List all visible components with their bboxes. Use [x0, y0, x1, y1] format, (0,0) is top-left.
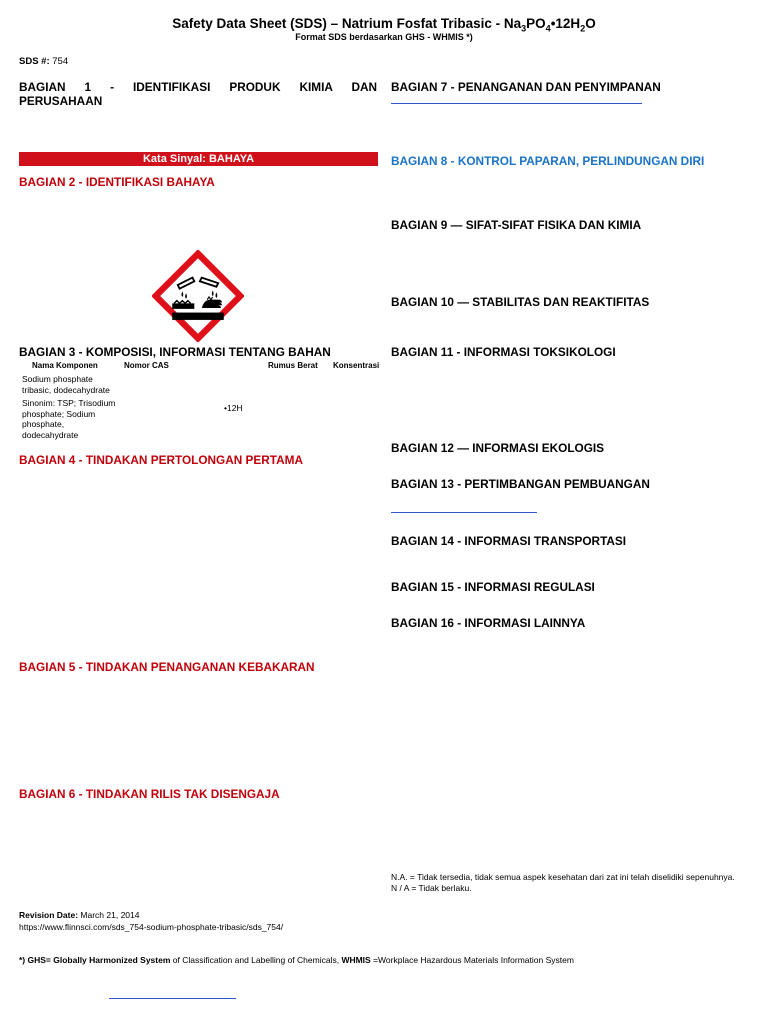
ghs05-corrosion-icon — [152, 250, 244, 342]
section-1-heading: BAGIAN 1 - IDENTIFIKASI PRODUK KIMIA DAN — [19, 80, 377, 94]
signal-word-banner: Kata Sinyal: BAHAYA — [19, 152, 378, 166]
section-1-heading-cont: PERUSAHAAN — [19, 94, 103, 108]
section-7-heading: BAGIAN 7 - PENANGANAN DAN PENYIMPANAN — [391, 80, 661, 94]
ghs-footnote: *) GHS= Globally Harmonized System of Classification and Labelling of Chemicals, WHMIS =Workplace Hazardous Materials Information System — [19, 955, 574, 965]
section-12-heading: BAGIAN 12 — INFORMASI EKOLOGIS — [391, 441, 605, 455]
source-url[interactable]: https://www.flinnsci.com/sds_754-sodium-phosphate-tribasic/sds_754/ — [19, 922, 284, 932]
link-underline[interactable] — [391, 103, 642, 104]
col-header-formula: Rumus Berat — [268, 361, 318, 370]
section-2-heading: BAGIAN 2 - IDENTIFIKASI BAHAYA — [19, 175, 215, 189]
link-underline[interactable] — [391, 512, 537, 513]
col-header-name: Nama Komponen — [32, 361, 98, 370]
section-3-heading: BAGIAN 3 - KOMPOSISI, INFORMASI TENTANG BAHAN — [19, 345, 331, 359]
revision-date: Revision Date: March 21, 2014 — [19, 910, 140, 920]
section-13-heading: BAGIAN 13 - PERTIMBANGAN PEMBUANGAN — [391, 477, 650, 491]
link-underline[interactable] — [109, 998, 236, 999]
component-name: Sodium phosphate tribasic, dodecahydrate — [22, 374, 110, 395]
document-subtitle: Format SDS berdasarkan GHS - WHMIS *) — [295, 32, 473, 42]
formula-fragment: •12H — [224, 403, 243, 413]
section-4-heading: BAGIAN 4 - TINDAKAN PERTOLONGAN PERTAMA — [19, 453, 304, 467]
component-synonyms: Sinonim: TSP; Trisodium phosphate; Sodium phosphate, dodecahydrate — [22, 398, 116, 440]
sds-number: SDS #: 754 — [19, 56, 69, 67]
na-note: N.A. = Tidak tersedia, tidak semua aspek kesehatan dari zat ini telah diselidiki sepenuhnya. N / A = Tidak berlaku. — [391, 872, 735, 893]
section-9-heading: BAGIAN 9 — SIFAT-SIFAT FISIKA DAN KIMIA — [391, 218, 642, 232]
document-title: Safety Data Sheet (SDS) – Natrium Fosfat Tribasic - $Na_3PO_4•12H_2O$ — [172, 16, 596, 34]
section-10-heading: BAGIAN 10 — STABILITAS DAN REAKTIFITAS — [391, 295, 650, 309]
col-header-concentration: Konsentrasi — [333, 361, 380, 370]
col-header-cas: Nomor CAS — [124, 361, 169, 370]
section-16-heading: BAGIAN 16 - INFORMASI LAINNYA — [391, 616, 586, 630]
section-8-heading: BAGIAN 8 - KONTROL PAPARAN, PERLINDUNGAN DIRI — [391, 154, 705, 168]
section-14-heading: BAGIAN 14 - INFORMASI TRANSPORTASI — [391, 534, 627, 548]
section-15-heading: BAGIAN 15 - INFORMASI REGULASI — [391, 580, 595, 594]
section-5-heading: BAGIAN 5 - TINDAKAN PENANGANAN KEBAKARAN — [19, 660, 315, 674]
section-11-heading: BAGIAN 11 - INFORMASI TOKSIKOLOGI — [391, 345, 616, 359]
section-6-heading: BAGIAN 6 - TINDAKAN RILIS TAK DISENGAJA — [19, 787, 280, 801]
